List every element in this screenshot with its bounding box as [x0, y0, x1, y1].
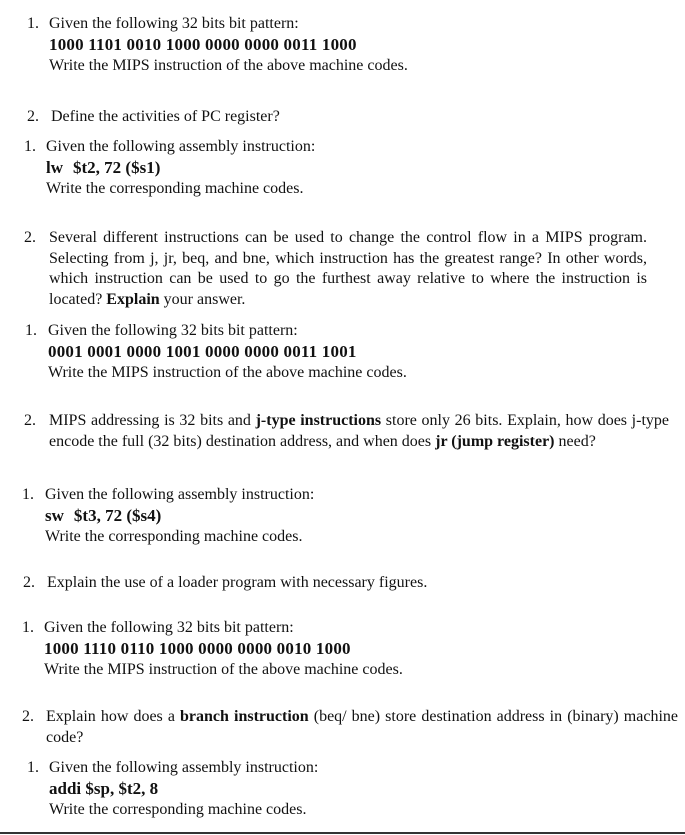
- question-task: Write the corresponding machine codes.: [49, 801, 307, 818]
- question-number: 1.: [22, 486, 34, 503]
- question-prompt: Given the following 32 bits bit pattern:: [44, 619, 294, 636]
- question-5: [25, 321, 645, 383]
- question-3: [24, 137, 644, 199]
- question-9: [22, 618, 642, 680]
- question-text-part: Several different instructions can be used to change the control flow in a MIPS program. Selecting from j, jr, beq, and bne, which instruction has the greatest range? In other words, which instruction can be used to go the furthest away relative to where the instruction is located?: [49, 229, 647, 308]
- question-8: [23, 573, 643, 593]
- question-text-part: your answer.: [159, 290, 246, 308]
- question-10: [22, 707, 678, 748]
- instruction-operands: $t2, 72 ($s1): [73, 158, 161, 177]
- question-number: 1.: [25, 322, 37, 339]
- question-number: 2.: [24, 229, 36, 246]
- question-prompt: Given the following 32 bits bit pattern:: [49, 15, 299, 32]
- question-text-part: (beq/ bne) store destination address in (binary) machine code?: [46, 708, 678, 746]
- question-number: 2.: [27, 108, 39, 125]
- question-text: Explain the use of a loader program with necessary figures.: [47, 574, 428, 591]
- question-emphasis: Explain: [106, 290, 160, 308]
- question-4: [24, 228, 647, 310]
- question-task: Write the MIPS instruction of the above machine codes.: [44, 661, 403, 678]
- question-prompt: Given the following 32 bits bit pattern:: [48, 322, 298, 339]
- question-prompt: Given the following assembly instruction:: [49, 759, 319, 776]
- bottom-divider: [0, 832, 685, 834]
- instruction-opcode: lw: [46, 158, 63, 177]
- question-task: Write the corresponding machine codes.: [45, 528, 303, 545]
- question-task: Write the MIPS instruction of the above machine codes.: [49, 57, 408, 74]
- question-6: [24, 411, 669, 452]
- question-text: [49, 228, 647, 310]
- bit-pattern: 1000 1101 0010 1000 0000 0000 0011 1000: [49, 35, 357, 54]
- question-number: 1.: [24, 138, 36, 155]
- question-text-part: store only 26 bits. Explain, how does j-type encode the full (32 bits) destination address, and when does: [49, 412, 669, 450]
- question-number: 2.: [22, 708, 34, 725]
- question-text: [46, 707, 678, 748]
- question-emphasis: branch instruction: [180, 708, 309, 725]
- question-task: Write the corresponding machine codes.: [46, 180, 304, 197]
- question-emphasis: j-type instructions: [255, 412, 382, 429]
- assembly-instruction: [45, 505, 642, 527]
- question-number: 1.: [27, 15, 39, 32]
- question-text-part: need?: [554, 432, 596, 450]
- question-text: Define the activities of PC register?: [51, 108, 280, 125]
- instruction-operands: $t3, 72 ($s4): [73, 506, 162, 525]
- instruction-opcode: sw: [45, 506, 64, 525]
- question-1: [27, 14, 647, 76]
- question-text: [49, 411, 669, 452]
- question-task: Write the MIPS instruction of the above machine codes.: [48, 364, 407, 381]
- assembly-instruction: [46, 157, 644, 179]
- question-2: [27, 107, 647, 127]
- assembly-instruction: addi $sp, $t2, 8: [49, 779, 159, 798]
- question-text-part: Explain how does a: [46, 708, 181, 725]
- question-prompt: Given the following assembly instruction:: [45, 486, 315, 503]
- question-text-part: MIPS addressing is 32 bits and: [49, 412, 256, 429]
- question-number: 1.: [27, 759, 39, 776]
- question-11: [27, 758, 647, 820]
- question-7: [22, 485, 642, 547]
- question-prompt: Given the following assembly instruction:: [46, 138, 316, 155]
- question-number: 2.: [24, 412, 36, 429]
- question-number: 2.: [23, 574, 35, 591]
- question-number: 1.: [22, 619, 34, 636]
- question-emphasis: jr (jump register): [435, 432, 555, 450]
- bit-pattern: 1000 1110 0110 1000 0000 0000 0010 1000: [44, 639, 351, 658]
- bit-pattern: 0001 0001 0000 1001 0000 0000 0011 1001: [48, 342, 357, 361]
